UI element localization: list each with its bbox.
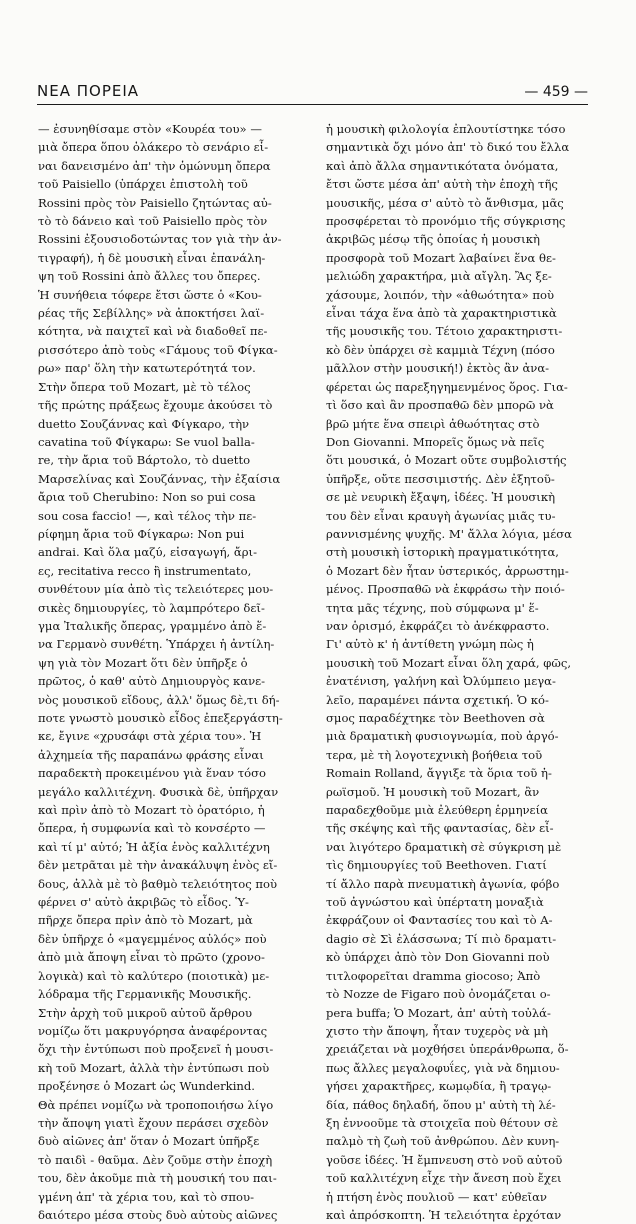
text-line: ποτε γνωστὸ μουσικὸ εἶδος ἐπεξεργάστη- (38, 711, 283, 725)
text-line: cavatina τοῦ Φίγκαρω: Se vuol balla- (38, 434, 255, 449)
text-line: δὲν μετρᾶται μὲ τὴν ἀνακάλυψη ἑνὸς εἴ- (38, 858, 278, 873)
text-line: μουσικῆς, μέσα σ' αὐτὸ τὸ ἄνθισμα, μᾶς (326, 195, 564, 210)
text-line: καὶ τί μ' αὐτό; Ἡ ἀξία ἑνὸς καλλιτέχνη (38, 839, 270, 854)
text-line: δους, ἀλλὰ μὲ τὸ βαθμὸ τελειότητος ποὺ (38, 876, 278, 891)
text-line: γμένη ἀπ' τὰ χέρια του, καὶ τὸ σπου- (38, 1189, 254, 1204)
text-line: duetto Σουζάννας καὶ Φίγκαρο, τὴν (38, 416, 250, 431)
text-line: μεγάλο καλλιτέχνη. Φυσικὰ δὲ, ὑπῆρχαν (38, 784, 279, 799)
text-line: πῆρχε ὄπερα πρὶν ἀπὸ τὸ Mozart, μὰ (38, 913, 253, 928)
text-line: φέρνει σ' αὐτὸ ἀκριβῶς τὸ εἶδος. Ὑ- (38, 895, 249, 910)
text-line: παραδεχθοῦμε μιὰ ἐλεύθερη ἑρμηνεία (326, 803, 548, 818)
text-column-right (326, 120, 596, 1224)
page-number: — 459 — (524, 84, 588, 100)
text-line: Γι' αὐτὸ κ' ἡ ἀντίθετη γνώμη πὼς ἡ (326, 637, 534, 652)
text-line: ρωϊσμοῦ. Ἡ μουσικὴ τοῦ Mozart, ἂν (326, 784, 540, 799)
text-line: κὸ δὲν ὑπάρχει σὲ καμμιὰ Τέχνη (πόσο (326, 342, 555, 357)
text-line: τὶ ὅσο καὶ ἂν προσπαθῶ δὲν μπορῶ νὰ (326, 398, 554, 413)
text-line: ραννισμένης ψυχῆς. Μ' ἄλλα λόγια, μέσα (326, 526, 572, 541)
text-line: καὶ πρὶν ἀπὸ τὸ Mozart τὸ ὀρατόριο, ἡ (38, 803, 265, 818)
text-line: τητα μᾶς τέχνης, ποὺ σύμφωνα μ' ἕ- (326, 600, 539, 615)
text-line: ρίφημη ἄρια τοῦ Φίγκαρω: Non pui (38, 526, 245, 541)
text-line: τῆς σκέψης καὶ τῆς φαντασίας, δὲν εἶ- (326, 821, 554, 836)
text-line: Στὴν ἀρχὴ τοῦ μικροῦ αὐτοῦ ἄρθρου (38, 1005, 253, 1020)
text-line: εἶναι τάχα ἕνα ἀπὸ τὰ χαρακτηριστικὰ (326, 306, 557, 321)
text-line: καὶ ἀπὸ ἄλλα σημαντικότατα ὀνόματα, (326, 158, 559, 173)
text-line: Θὰ πρέπει νομίζω νὰ τροποποιήσω λίγο (38, 1097, 274, 1112)
text-line: συνθέτουν μία ἀπὸ τὶς τελειότερες μου- (38, 582, 274, 597)
text-line: ναι λιγότερο δραματικὴ σὲ σύγκριση μὲ (326, 839, 562, 854)
text-line: χιστο τὴν ἄποψη, ἦταν τυχερὸς νὰ μὴ (326, 1023, 548, 1038)
text-line: δυὸ αἰῶνες ἀπ' ὅταν ὁ Mozart ὑπῆρξε (38, 1134, 260, 1149)
text-line: andrai. Καὶ ὅλα μαζύ, εἰσαγωγή, ἄρι- (38, 545, 257, 560)
text-line: λογικὰ) καὶ τὸ καλύτερο (ποιοτικὰ) με- (38, 968, 270, 983)
text-line: Romain Rolland, ἄγγιξε τὰ ὅρια τοῦ ἡ- (326, 766, 552, 781)
text-line: ἐκφράζουν οἱ Φαντασίες του καὶ τὸ Α- (326, 913, 553, 928)
text-line: γήσει χαρακτῆρες, κωμῳδία, ἢ τραγῳ- (326, 1079, 552, 1094)
text-line: ρέας τῆς Σεβίλλης» νὰ ἀποκτήσει λαϊ- (38, 306, 265, 321)
text-line: ἡ πτήση ἑνὸς πουλιοῦ — κατ' εὐθεῖαν (326, 1189, 547, 1204)
text-line: νομίζω ὅτι μακρυγόρησα ἀναφέροντας (38, 1023, 268, 1038)
text-line: ξη ἐννοοῦμε τὰ στοιχεῖα ποὺ θέτουν σὲ (326, 1115, 559, 1130)
text-line: τὴν ἄποψη γιατὶ ἔχουν περάσει σχεδὸν (38, 1115, 269, 1130)
text-line: ναν ὁρισμό, ἐκφράζει τὸ ἀνέκφραστο. (326, 618, 550, 633)
text-line: κὴ τοῦ Mozart, ἀλλὰ τὴν ἐντύπωσι ποὺ (38, 1060, 270, 1075)
text-line: ὑπῆρξε, οὔτε πεσσιμιστής. Δὲν ἐξητοῦ- (326, 471, 555, 486)
text-line: ἀκριβῶς μέσῳ τῆς ὁποίας ἡ μουσικὴ (326, 232, 540, 247)
text-line: Rossini ἐξουσιοδοτώντας τον γιὰ τὴν ἀν- (38, 232, 282, 247)
text-line: τιγραφή), ἡ δὲ μουσικὴ εἶναι ἐπανάλη- (38, 250, 266, 265)
text-line: ρισσότερο ἀπὸ τοὺς «Γάμους τοῦ Φίγκα- (38, 342, 278, 357)
text-line: Rossini πρὸς τὸν Paisiello ζητώντας αὐ- (38, 195, 272, 210)
text-line: ἄρια τοῦ Cherubino: Non so pui cosa (38, 490, 256, 505)
text-line: ἀπὸ μιὰ ἄποψη εἶναι τὸ πρῶτο (χρονο- (38, 950, 265, 965)
journal-title: ΝΕΑ ΠΟΡΕΙΑ (37, 82, 140, 100)
running-header (37, 78, 588, 100)
text-line: Don Giovanni. Μπορεῖς ὅμως νὰ πεῖς (326, 434, 545, 449)
text-line: σε μὲ νευρικὴ ἔξαψη, ἰδέες. Ἡ μουσικὴ (326, 490, 556, 505)
text-line: ὅχι τὴν ἐντύπωσι ποὺ προξενεῖ ἡ μουσι- (38, 1042, 274, 1057)
text-line: γμα Ἰταλικῆς ὄπερας, γραμμένο ἀπὸ ἕ- (38, 618, 267, 633)
text-line: ἀλχημεία τῆς παραπάνω φράσης εἶναι (38, 747, 264, 762)
text-line: τῆς μουσικῆς του. Τέτοιο χαρακτηριστι- (326, 324, 563, 339)
text-line: πως ἄλλες μεγαλοφυΐες, γιὰ νὰ δημιου- (326, 1060, 560, 1075)
text-line: σημαντικὰ ὄχι μόνο ἀπ' τὸ δικό του ἔλλα (326, 140, 570, 155)
text-line: δὲν ὑπῆρχε ὁ «μαγεμμένος αὐλός» ποὺ (38, 931, 267, 946)
header-rule (37, 104, 588, 105)
text-line: μουσικὴ τοῦ Mozart εἶναι ὅλη χαρά, φῶς, (326, 655, 572, 670)
text-line: pera buffa; Ὁ Mozart, ἀπ' αὐτὴ τοὐλά- (326, 1005, 551, 1020)
text-line: μιὰ ὄπερα ὅπου ὁλάκερο τὸ σενάριο εἶ- (38, 140, 269, 155)
text-line: σικὲς δημιουργίες, τὸ λαμπρότερο δεῖ- (38, 600, 265, 615)
text-line: χρειάζεται νὰ μοχθήσει ὑπεράνθρωπα, ὅ- (326, 1042, 569, 1057)
text-line: τὸ Nozze de Figaro ποὺ ὀνομάζεται ο- (326, 987, 551, 1002)
text-line: παλμὸ τὴ ζωὴ τοῦ ἀνθρώπου. Δὲν κυνη- (326, 1134, 560, 1149)
text-line: δαιότερο μέσα στοὺς δυὸ αὐτοὺς αἰῶνες (38, 1207, 278, 1222)
text-line: dagio σὲ Σὶ ἐλάσσωνα; Τί πιὸ δραματι- (326, 931, 557, 946)
text-column-left (38, 120, 308, 1224)
text-line: ναι δανεισμένο ἀπ' τὴν ὁμώνυμη ὄπερα (38, 158, 271, 173)
text-line: τὸ τὸ δάνειο καὶ τοῦ Paisiello πρὸς τὸν (38, 214, 268, 229)
text-line: μᾶλλον στὴν μουσική!) ἐκτὸς ἂν ἀνα- (326, 361, 550, 376)
text-line: μένος. Προσπαθῶ νὰ ἐκφράσω τὴν ποιό- (326, 582, 565, 597)
text-line: τοῦ καλλιτέχνη εἶχε τὴν ἄνεση ποὺ ἔχει (326, 1171, 562, 1186)
text-line: δία, πάθος δηλαδή, ὅπου μ' αὐτὴ τὴ λέ- (326, 1097, 556, 1112)
text-line: φέρεται ὡς παρεξηγημενμένος ὅρος. Για- (326, 379, 568, 394)
text-line: sou cosa faccio! —, καὶ τέλος τὴν πε- (38, 508, 257, 523)
text-line: ἐνατένιση, γαλήνη καὶ Ὀλύμπειο μεγα- (326, 674, 556, 689)
text-line: κε, ἔγινε «χρυσάφι στὰ χέρια του». Ἡ (38, 729, 262, 744)
text-line: προσφέρεται τὸ προνόμιο τῆς σύγκρισης (326, 214, 566, 229)
text-line: τοῦ ἀγνώστου καὶ ὑπέρτατη μοναξιὰ (326, 895, 544, 910)
text-line: ψη τοῦ Rossini ἀπὸ ἄλλες του ὄπερες. (38, 269, 261, 284)
text-line: προσφορὰ τοῦ Mozart λαβαίνει ἕνα θε- (326, 250, 556, 265)
text-line: του δὲν εἶναι κραυγὴ ἀγωνίας μιᾶς τυ- (326, 508, 556, 523)
text-line: καὶ ἀπρόσκοπτη. Ἡ τελειότητα ἐρχόταν (326, 1207, 562, 1222)
text-line: Ἡ συνήθεια τόφερε ἔτσι ὥστε ὁ «Κου- (38, 287, 262, 302)
text-line: ὅτι μουσικά, ὁ Mozart οὔτε συμβολιστής (326, 453, 567, 468)
text-line: μελιώδη χαρακτήρα, μιὰ αἴγλη. Ἂς ξε- (326, 269, 552, 284)
text-line: ἡ μουσικὴ φιλολογία ἐπλουτίστηκε τόσο (326, 122, 566, 136)
text-line: τοῦ Paisiello (ὑπάρχει ἐπιστολὴ τοῦ (38, 177, 248, 192)
text-line: ψη γιὰ τὸν Mozart ὅτι δὲν ὑπῆρξε ὁ (38, 655, 248, 670)
text-line: τιτλοφορεῖται dramma giocoso; Ἀπὸ (326, 968, 541, 983)
text-line: προξένησε ὁ Mozart ὡς Wunderkind. (38, 1079, 255, 1094)
text-line: κότητα, νὰ παιχτεῖ καὶ νὰ διαδοθεῖ πε- (38, 324, 268, 339)
text-line: ρω» παρ' ὅλη τὴν κατωτερότητά τον. (38, 361, 256, 376)
text-line: τὸ παιδὶ - θαῦμα. Δὲν ζοῦμε στὴν ἐποχὴ (38, 1152, 273, 1167)
text-line: τί ἄλλο παρὰ πνευματικὴ ἀγωνία, φόβο (326, 876, 560, 891)
text-line: νὸς μουσικοῦ εἴδους, ἀλλ' ὅμως δὲ,τι δή- (38, 692, 280, 707)
text-line: σμος παραδέχτηκε τὸν Beethoven σὰ (326, 711, 545, 725)
text-line: λεῖο, παραμένει πάντα σχετική. Ὁ κό- (326, 692, 549, 707)
text-line: του, δὲν ἀκοῦμε πιὰ τὴ μουσική του παι- (38, 1171, 277, 1186)
text-line: ὁ Mozart δὲν ἦταν ὑστερικός, ἀρρωστημ- (326, 563, 569, 578)
text-line: τερα, μὲ τὴ λογοτεχνικὴ βοήθεια τοῦ (326, 747, 543, 762)
text-line: να Γερμανὸ συνθέτη. Ὑπάρχει ἡ ἀντίλη- (38, 637, 275, 652)
text-line: ὄπερα, ἡ συμφωνία καὶ τὸ κονσέρτο — (38, 821, 266, 836)
text-line: γοῦσε ἰδέες. Ἡ ἔμπνευση στὸ νοῦ αὐτοῦ (326, 1152, 563, 1167)
text-line: κὸ ὑπάρχει ἀπὸ τὸν Don Giovanni ποὺ (326, 950, 550, 965)
text-line: πρῶτος, ὁ καθ' αὐτὸ Δημιουργὸς κανε- (38, 674, 266, 689)
text-line: Στὴν ὄπερα τοῦ Mozart, μὲ τὸ τέλος (38, 379, 251, 394)
text-line: ες, recitativa recco ἢ instrumentato, (38, 563, 252, 578)
text-line: βρῶ μήτε ἕνα σπειρὶ ἀθωότητας στὸ (326, 416, 540, 431)
text-line: χάσουμε, λοιπόν, τὴν «ἀθωότητα» ποὺ (326, 287, 555, 302)
text-line: — ἐσυνηθίσαμε στὸν «Κουρέα του» — (38, 122, 262, 136)
text-line: τὶς δημιουργίες τοῦ Beethoven. Γιατί (326, 858, 547, 873)
text-line: στὴ μουσικὴ ἱστορικὴ πραγματικότητα, (326, 545, 559, 560)
text-line: ἔτσι ὥστε μέσα ἀπ' αὐτὴ τὴν ἐποχὴ τῆς (326, 177, 558, 192)
text-line: λόδραμα τῆς Γερμανικῆς Μουσικῆς. (38, 987, 252, 1002)
text-line: τῆς πρώτης πράξεως ἔχουμε ἀκούσει τὸ (38, 398, 273, 413)
text-line: Μαρσελίνας καὶ Σουζάννας, τὴν ἐξαίσια (38, 471, 281, 486)
text-line: παραδεκτὴ προκειμένου γιὰ ἕναν τόσο (38, 766, 266, 781)
text-line: re, τὴν ἄρια τοῦ Βάρτολο, τὸ duetto (38, 453, 251, 468)
text-line: μιὰ δραματικὴ φυσιογνωμία, ποὺ ἀργό- (326, 729, 559, 744)
